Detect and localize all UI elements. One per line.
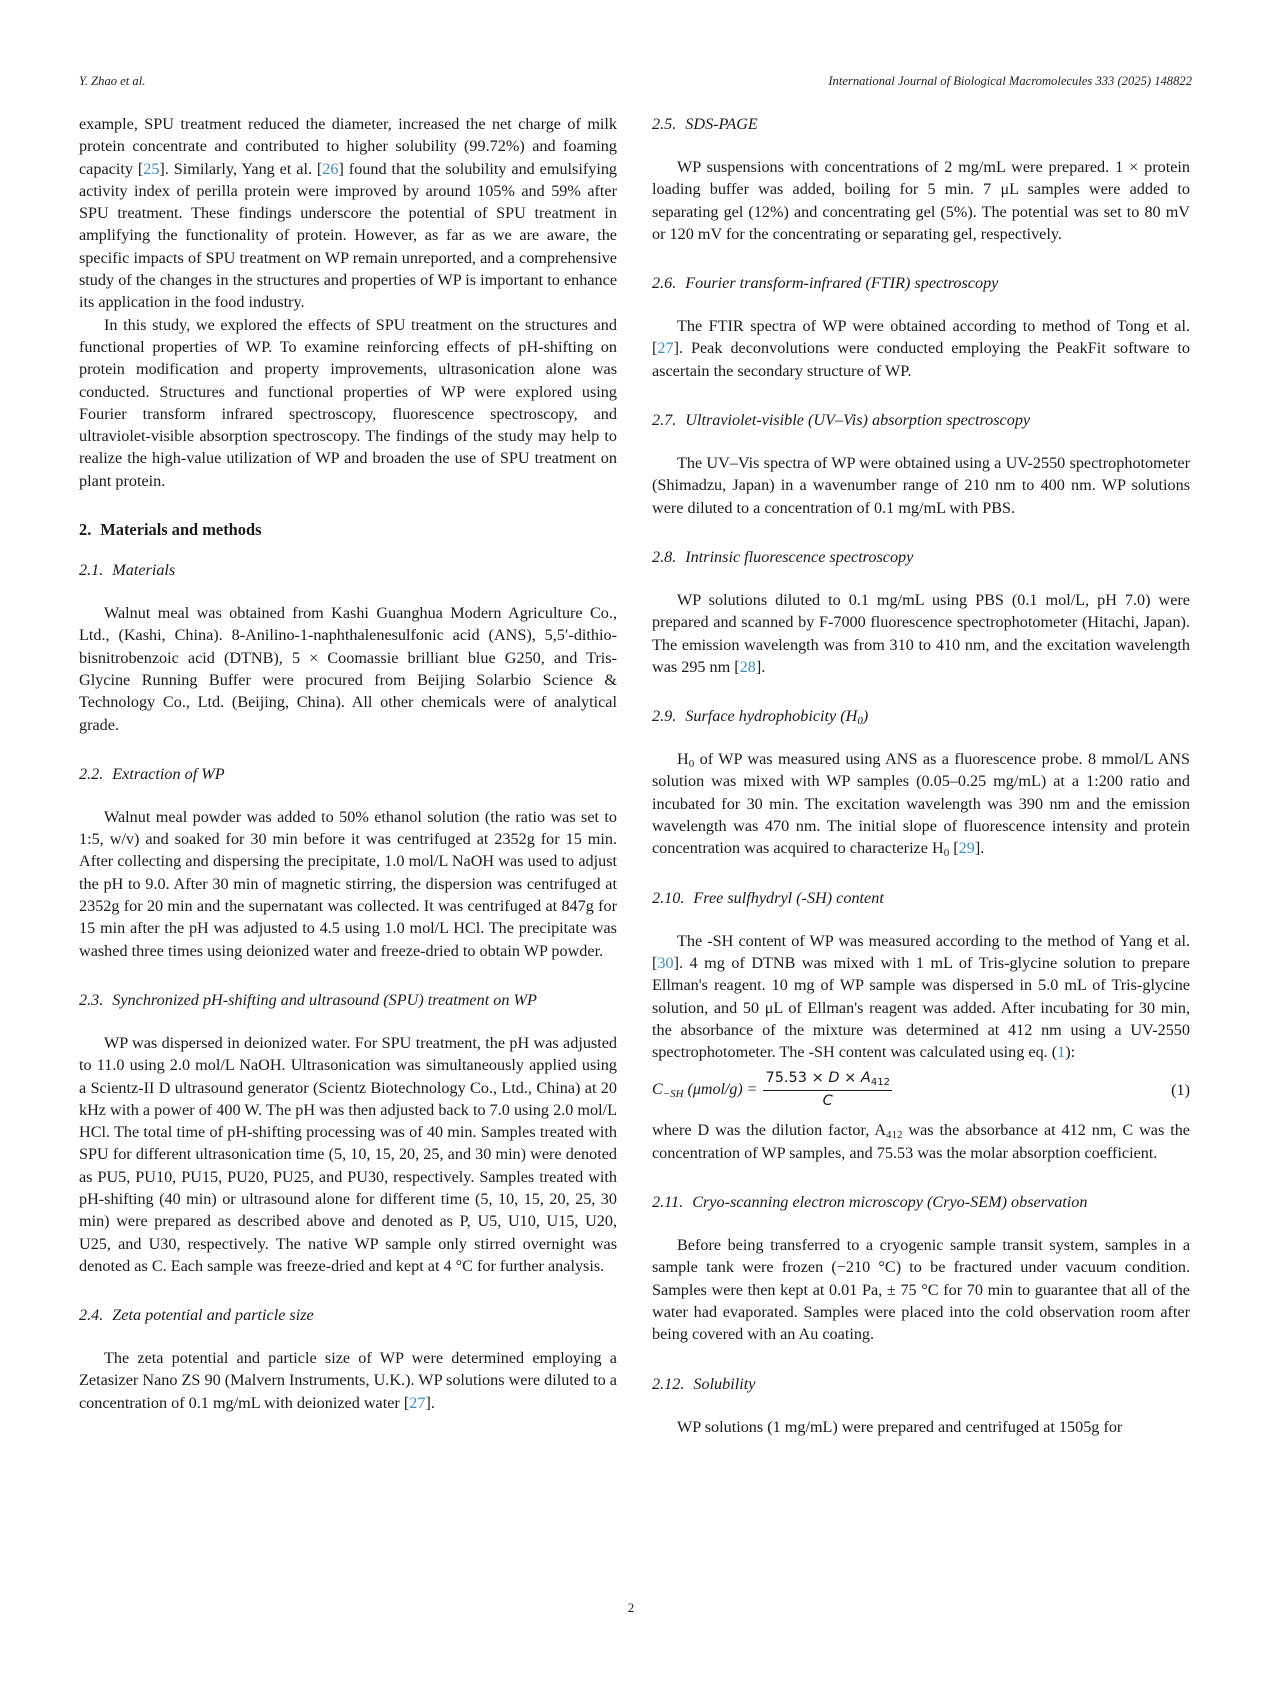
subscript: 412 — [870, 1077, 890, 1089]
equation-body — [652, 1069, 892, 1111]
paragraph-materials: Walnut meal was obtained from Kashi Guanghua Modern Agriculture Co., Ltd., (Kashi, China). 8-Anilino-1-naphthalenesulfonic acid (ANS), 5,5′-dithio-bisnitrobenzoic acid (DTNB), 5 × Coomassie brilliant blue G250, and Tris-Glycine Running Buffer were procured from Beijing Solarbio Science & Technology Co., Ltd. (Beijing, China). All other chemicals were of analytical grade. — [79, 604, 617, 734]
subsection-title: Synchronized pH-shifting and ultrasound (SPU) treatment on WP — [112, 990, 537, 1009]
equation-lhs-subscript: −SH — [662, 1087, 684, 1100]
page-number: 2 — [627, 1600, 635, 1615]
subsection-heading — [652, 887, 1190, 909]
subsection-heading — [652, 272, 1190, 294]
subsection-heading — [79, 763, 617, 785]
subsection-number: 2.10. — [652, 888, 685, 907]
subsection-title: Zeta potential and particle size — [112, 1306, 314, 1325]
subsection-heading — [652, 409, 1190, 431]
subsection-title: Ultraviolet-visible (UV–Vis) absorption spectroscopy — [685, 411, 1031, 430]
text: 75.53 × — [765, 1070, 829, 1087]
subsection-heading — [79, 1304, 617, 1326]
paragraph-solubility: WP solutions (1 mg/mL) were prepared and centrifuged at 1505g for — [677, 1417, 1123, 1436]
subsection-title: Solubility — [693, 1374, 756, 1393]
running-head-journal: International Journal of Biological Macromolecules 333 (2025) 148822 — [828, 74, 1192, 88]
text: ]. Similarly, Yang et al. [ — [159, 159, 323, 178]
subsection-title: Fourier transform-infrared (FTIR) spectroscopy — [685, 274, 999, 293]
equation-numerator — [763, 1069, 891, 1091]
subscript: 0 — [943, 847, 950, 860]
subsection-title: SDS-PAGE — [685, 115, 758, 133]
subsection-number: 2.3. — [79, 990, 104, 1009]
paragraph-zeta-potential — [79, 1347, 617, 1414]
section-heading — [79, 519, 617, 541]
subsection-number: 2.1. — [79, 561, 104, 580]
paragraph-spu-treatment: WP was dispersed in deionized water. For SPU treatment, the pH was adjusted to 11.0 using 2.0 mol/L NaOH. Ultrasonication was simultaneously applied using a Scientz-II D ultrasound generator (Scientz Biotechnology Co., Ltd., China) at 20 kHz with a power of 400 W. The pH was then adjusted back to 7.0 using 2.0 mol/L HCl. The total time of pH-shifting processing was of 40 min. Samples treated with SPU for different ultrasonication time (5, 10, 15, 20, 25, and 30 min) were denoted as PU5, PU10, PU15, PU20, PU25, and PU30, respectively. Samples treated with pH-shifting (40 min) or ultrasound alone for different time (5, 10, 15, 20, 25, 30 min) were prepared as described above and denoted as P, U5, U10, U15, U20, U25, and U30, respectively. The native WP sample only stirred overnight was denoted as C. Each sample was freeze-dried and kept at 4 °C for further analysis. — [79, 1033, 617, 1275]
citation-link[interactable]: 28 — [739, 657, 756, 676]
subsection-number: 2.11. — [652, 1193, 684, 1212]
text: where D was the dilution factor, A — [652, 1121, 887, 1140]
subsection-number: 2.8. — [652, 547, 677, 566]
text: The -SH content of WP was measured according to the method of Yang et al. [ — [652, 931, 1190, 972]
subsection-number: 2.2. — [79, 764, 104, 783]
text: ] found that the solubility and emulsifying activity index of perilla protein were improved by around 105% and 59% after SPU treatment. These findings underscore the potential of SPU treatment in amplifying the functionality of protein. However, as far as we are aware, the specific impacts of SPU treatment on WP remain unreported, and a comprehensive study of the changes in the structures and properties of WP is important to enhance its application in the food industry. — [79, 159, 618, 312]
text: ]. 4 mg of DTNB was mixed with 1 mL of Tris-glycine solution to prepare Ellman's reagent. 10 mg of WP sample was dispersed in 5.0 mL of Tris-glycine solution, and 50 μL of Ellman's reagent was added. After incubating for 30 min, the absorbance of the mixture was determined at 412 nm using a UV-2550 spectrophotometer. The -SH content was calculated using eq. ( — [652, 953, 1190, 1062]
citation-link[interactable]: 30 — [657, 953, 674, 972]
subsection-number: 2.4. — [79, 1306, 104, 1325]
subsection-heading — [652, 546, 1190, 568]
running-head-authors: Y. Zhao et al. — [79, 74, 146, 88]
subsection-heading — [652, 1191, 1190, 1213]
subsection-number: 2.12. — [652, 1374, 685, 1393]
text: A — [860, 1070, 871, 1087]
subsection-title: Surface hydrophobicity (H — [685, 707, 858, 726]
paragraph-uv-vis: The UV–Vis spectra of WP were obtained using a UV-2550 spectrophotometer (Shimadzu, Japan) in a wavenumber range of 210 nm to 400 nm. WP solutions were diluted to a concentration of 0.1 mg/mL with PBS. — [652, 454, 1190, 517]
section-number: 2. — [79, 520, 92, 540]
citation-link[interactable]: 27 — [409, 1393, 426, 1412]
subsection-heading — [79, 559, 617, 581]
subscript: 0 — [688, 758, 695, 771]
text: example, SPU treatment reduced the diameter, increased the net charge of milk protein concentrate and contributed to higher solubility (99.72%) and foaming capacity [ — [79, 115, 617, 178]
paragraph-equation-explanation — [652, 1119, 1190, 1164]
subsection-title: Intrinsic fluorescence spectroscopy — [685, 547, 914, 566]
left-column — [79, 113, 617, 1414]
text: ]. — [755, 657, 766, 676]
subsection-heading — [652, 113, 1190, 135]
text: ]. Peak deconvolutions were conducted employing the PeakFit software to ascertain the secondary structure of WP. — [652, 339, 1190, 380]
text: of WP was measured using ANS as a fluorescence probe. 8 mmol/L ANS solution was mixed with WP samples (0.05–0.25 mg/mL) at a 1:200 ratio and incubated for 30 min. The excitation wavelength was 390 nm and the emission wavelength was 470 nm. The initial slope of fluorescence intensity and protein concentration was acquired to characterize — [652, 750, 1190, 858]
subscript: 412 — [886, 1129, 903, 1142]
subsection-heading — [79, 989, 617, 1011]
equation-1 — [652, 1069, 1190, 1111]
subsection-title: Extraction of WP — [112, 764, 225, 783]
text: ]. — [974, 839, 985, 858]
citation-link[interactable]: 27 — [657, 339, 674, 358]
subsection-number: 2.7. — [652, 411, 677, 430]
text: ): — [1065, 1043, 1076, 1062]
equation-unit: (μmol/g) = — [683, 1081, 758, 1099]
subsection-heading — [652, 1373, 1190, 1395]
paragraph-sds-page: WP suspensions with concentrations of 2 mg/mL were prepared. 1 × protein loading buffer was added, boiling for 5 min. 7 μL samples were added to separating gel (12%) and concentrating gel (5%). The potential was set to 80 mV or 120 mV for the concentrating or separating gel, respectively. — [652, 158, 1190, 243]
text: ]. — [425, 1393, 435, 1412]
subsection-number: 2.5. — [652, 115, 677, 133]
text: ) — [862, 707, 869, 726]
paragraph-ftir — [652, 315, 1190, 382]
subsection-number: 2.6. — [652, 274, 677, 293]
subsection-title: Materials — [112, 561, 176, 580]
section-title: Materials and methods — [100, 520, 262, 540]
paragraph-sulfhydryl — [652, 930, 1190, 1064]
paragraph-fluorescence — [652, 589, 1190, 678]
equation-fraction — [763, 1069, 891, 1111]
subsection-title: Cryo-scanning electron microscopy (Cryo-SEM) observation — [692, 1193, 1088, 1212]
text: The FTIR spectra of WP were obtained according to method of Tong et al. [ — [652, 317, 1190, 358]
equation-number: (1) — [1171, 1080, 1190, 1099]
equation-denominator: C — [822, 1093, 833, 1110]
text: H — [677, 750, 689, 769]
text: [ — [949, 839, 959, 858]
text: H — [931, 839, 944, 858]
text: The zeta potential and particle size of WP were determined employing a Zetasizer Nano ZS 90 (Malvern Instruments, U.K.). WP solutions were diluted to a concentration of 0.1 mg/mL with deionized water [ — [79, 1349, 617, 1412]
paragraph-extraction: Walnut meal powder was added to 50% ethanol solution (the ratio was set to 1:5, w/v) and soaked for 30 min before it was centrifuged at 2352g for 15 min. After collecting and dispersing the precipitate, 1.0 mol/L NaOH was used to adjust the pH to 9.0. After 30 min of magnetic stirring, the dispersion was centrifuged at 2352g for 20 min and the supernatant was collected. It was centrifuged at 847g for 15 min after the pH was adjusted to 4.5 using 1.0 mol/L HCl. The precipitate was washed three times using deionized water and freeze-dried to obtain WP powder. — [79, 807, 617, 960]
intro-paragraph-2: In this study, we explored the effects of SPU treatment on the structures and functional properties of WP. To examine reinforcing effects of pH-shifting on protein modification and property improvements, ultrasonication alone was conducted. Structures and functional properties of WP were explored using Fourier transform infrared spectroscopy, fluorescence spectroscopy, and ultraviolet-visible absorption spectroscopy. The findings of the study may help to realize the high-value utilization of WP and broaden the use of SPU treatment on plant protein. — [79, 315, 617, 490]
text: × — [839, 1070, 861, 1087]
equation-lhs: C — [652, 1081, 663, 1099]
paragraph-hydrophobicity — [652, 748, 1190, 859]
intro-paragraph-1 — [79, 113, 617, 314]
citation-link[interactable]: 25 — [143, 159, 160, 178]
text: WP solutions diluted to 0.1 mg/mL using PBS (0.1 mol/L, pH 7.0) were prepared and scanned by F-7000 fluorescence spectrophotometer (Hitachi, Japan). The emission wavelength was from 310 to 410 nm, and the excitation wavelength was 295 nm [ — [652, 590, 1190, 676]
subsection-number: 2.9. — [652, 707, 677, 726]
subscript: 0 — [857, 715, 863, 728]
subsection-title: Free sulfhydryl (-SH) content — [693, 888, 884, 907]
paragraph-cryo-sem: Before being transferred to a cryogenic sample transit system, samples in a sample tank were frozen (−210 °C) to be fractured under vacuum condition. Samples were then kept at 0.01 Pa, ± 75 °C for 70 min to guarantee that all of the water had evaporated. Samples were placed into the cold observation room after being covered with an Au coating. — [652, 1236, 1190, 1344]
right-column — [652, 113, 1190, 1438]
equation-link[interactable]: 1 — [1057, 1043, 1066, 1062]
subsection-heading — [652, 705, 1190, 727]
citation-link[interactable]: 26 — [322, 159, 339, 178]
citation-link[interactable]: 29 — [958, 839, 975, 858]
text: D — [828, 1070, 840, 1087]
text: was the absorbance at 412 nm, C was the concentration of WP samples, and 75.53 was the molar absorption coefficient. — [652, 1121, 1190, 1162]
